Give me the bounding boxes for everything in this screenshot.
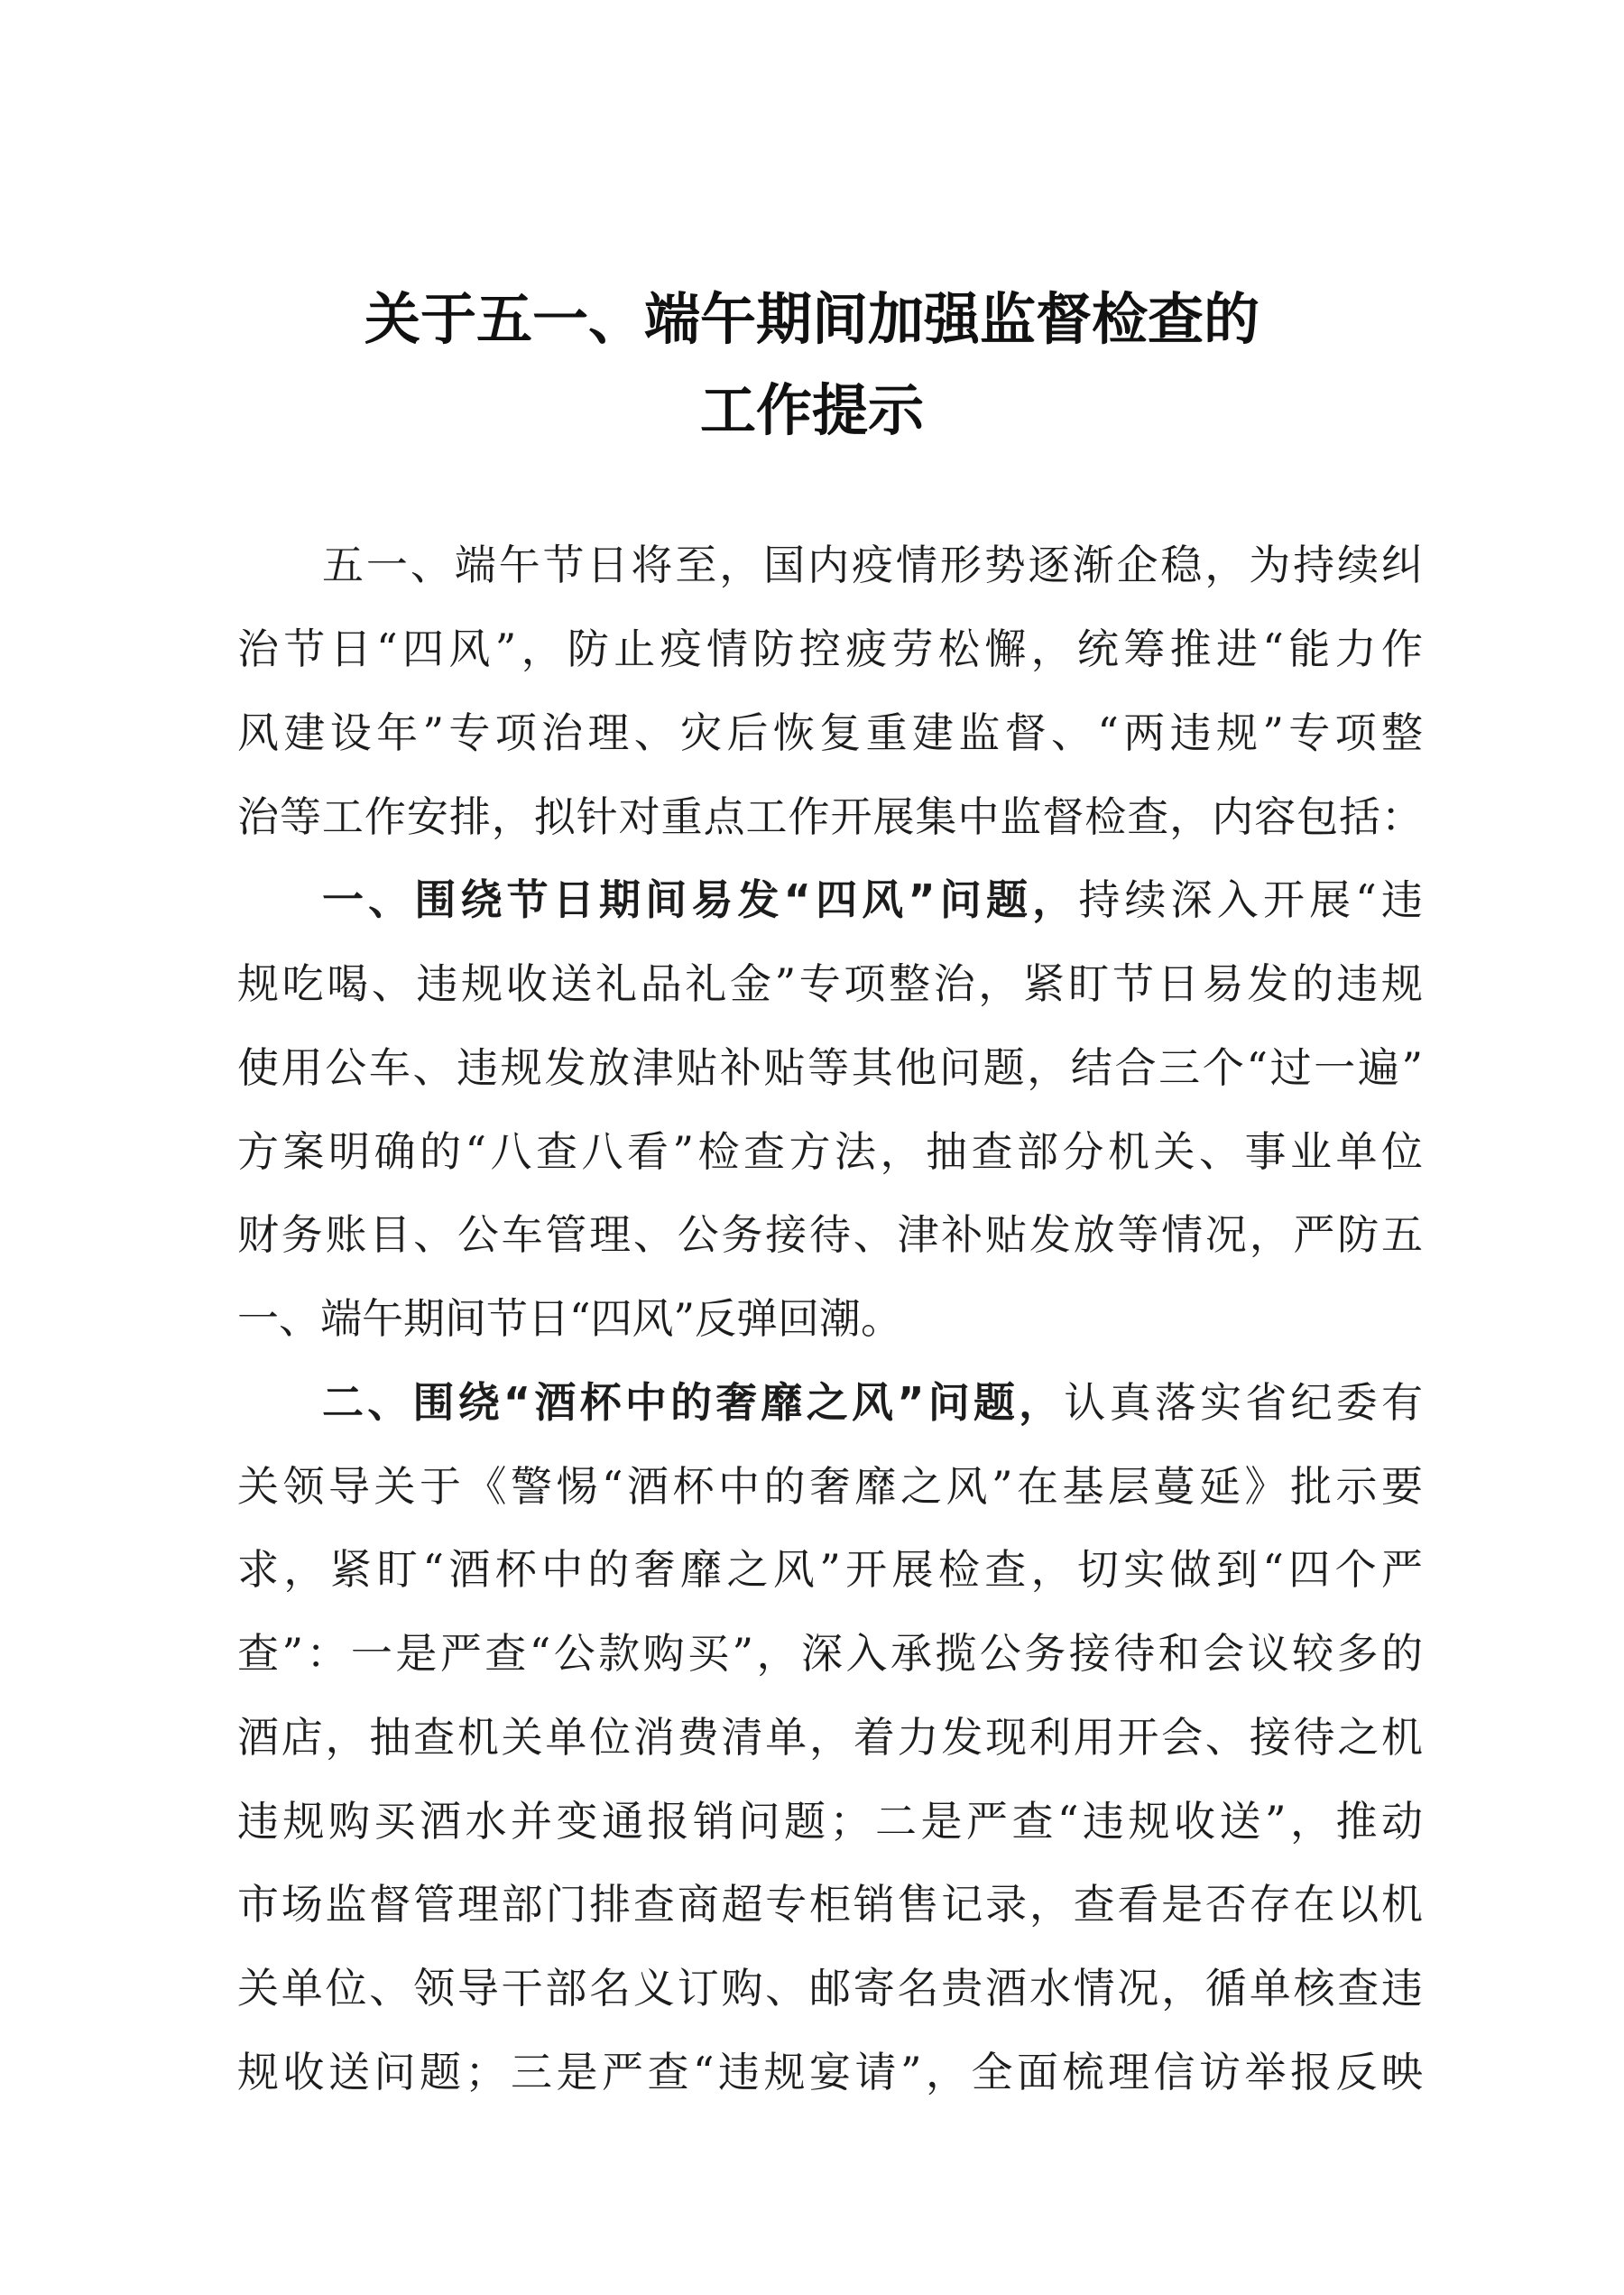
- document-title-line2: 工作提示: [699, 377, 924, 443]
- line-text: 认真落实省纪委有: [1064, 1378, 1424, 1427]
- line-text: 规吃喝、违规收送礼品礼金”专项整治，紧盯节日易发的违规: [237, 959, 1423, 1008]
- line-text: 求，紧盯“酒杯中的奢靡之风”开展检查，切实做到“四个严: [237, 1545, 1423, 1594]
- paragraph-line: [237, 706, 1423, 760]
- paragraph-line: [237, 1877, 1423, 1931]
- line-text: 一、端午期间节日“四风”反弹回潮。: [237, 1294, 903, 1343]
- paragraph-line: [237, 1961, 1423, 2015]
- paragraph-line: [237, 957, 1423, 1011]
- paragraph-line: [237, 1710, 1423, 1764]
- paragraph-line: [237, 1124, 1423, 1179]
- section-heading-1: 一、围绕节日期间易发“四风”问题，: [322, 875, 1079, 924]
- line-text: 使用公车、违规发放津贴补贴等其他问题，结合三个“过一遍”: [237, 1043, 1423, 1092]
- paragraph-line: [237, 1794, 1423, 1848]
- line-text: 持续深入开展“违: [1078, 875, 1423, 924]
- line-text: 规收送问题；三是严查“违规宴请”，全面梳理信访举报反映: [237, 2048, 1423, 2096]
- line-text: 风建设年”专项治理、灾后恢复重建监督、“两违规”专项整: [237, 708, 1423, 757]
- line-text: 违规购买酒水并变通报销问题；二是严查“违规收送”，推动: [237, 1797, 1423, 1846]
- document-title-line1: 关于五一、端午期间加强监督检查的: [364, 286, 1260, 352]
- line-text: 酒店，抽查机关单位消费清单，着力发现利用开会、接待之机: [237, 1713, 1423, 1762]
- paragraph-line: [237, 2045, 1423, 2099]
- line-text: 财务账目、公车管理、公务接待、津补贴发放等情况，严防五: [237, 1210, 1423, 1259]
- line-text: 治等工作安排，拟针对重点工作开展集中监督检查，内容包括：: [237, 792, 1423, 841]
- paragraph-line: [237, 790, 1423, 844]
- paragraph-line: [237, 1208, 1423, 1262]
- line-text: 市场监督管理部门排查商超专柜销售记录，查看是否存在以机: [237, 1880, 1423, 1929]
- line-text: 方案明确的“八查八看”检查方法，抽查部分机关、事业单位: [237, 1127, 1423, 1176]
- section-heading-line: [322, 1375, 1423, 1430]
- paragraph-line: [237, 1041, 1423, 1095]
- line-text: 查”：一是严查“公款购买”，深入承揽公务接待和会议较多的: [237, 1629, 1423, 1678]
- line-text: 治节日“四风”，防止疫情防控疲劳松懈，统筹推进“能力作: [237, 625, 1423, 673]
- paragraph-line: [237, 622, 1423, 676]
- paragraph-line: [237, 1542, 1423, 1596]
- paragraph-line: [237, 1626, 1423, 1680]
- line-text: 关单位、领导干部名义订购、邮寄名贵酒水情况，循单核查违: [237, 1964, 1423, 2013]
- paragraph-line: [237, 1459, 1423, 1513]
- line-text: 关领导关于《警惕“酒杯中的奢靡之风”在基层蔓延》批示要: [237, 1462, 1423, 1511]
- section-heading-2: 二、围绕“酒杯中的奢靡之风”问题，: [322, 1378, 1065, 1427]
- line-text: 五一、端午节日将至，国内疫情形势逐渐企稳，为持续纠: [322, 541, 1423, 589]
- paragraph-line: [237, 1291, 1423, 1346]
- paragraph-line: [322, 538, 1423, 592]
- section-heading-line: [322, 873, 1423, 927]
